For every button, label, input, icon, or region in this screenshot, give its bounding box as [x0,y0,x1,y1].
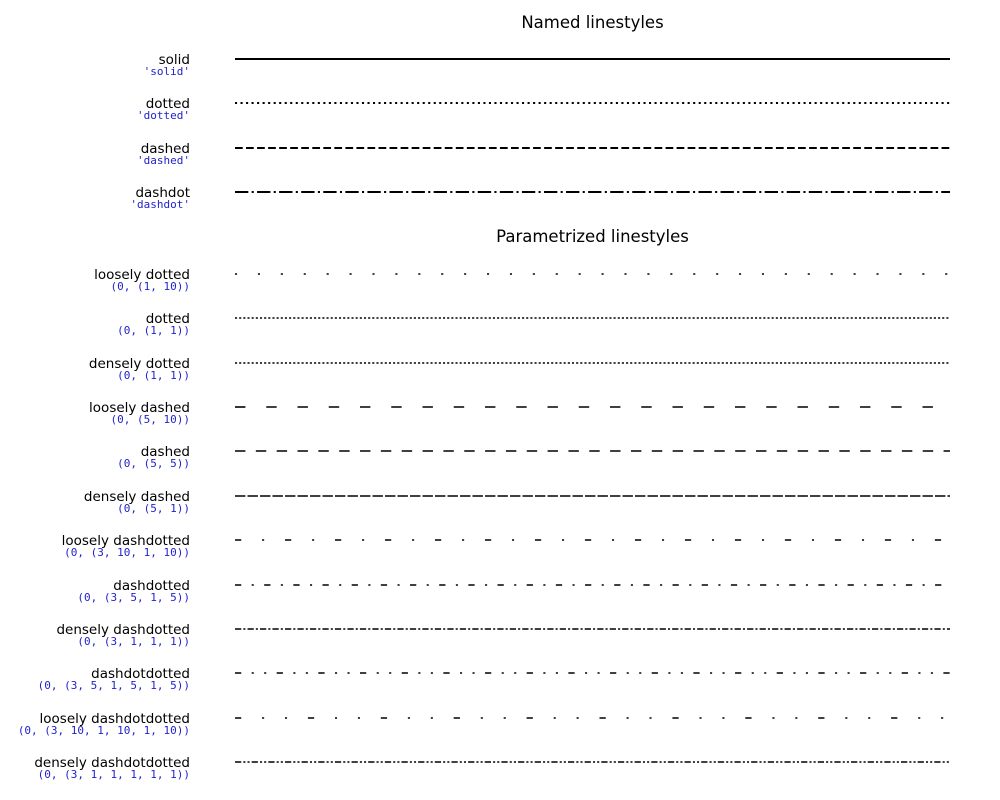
linestyle-code: 'dashdot' [130,197,190,211]
linestyle-code: 'dotted' [137,109,190,123]
section-title-parametrized: Parametrized linestyles [496,227,689,246]
linestyle-name: dashed [140,444,190,461]
linestyle-name: densely dotted [88,355,190,372]
linestyle-line [234,404,952,410]
linestyle-code: (0, (3, 1, 1, 1, 1, 1)) [37,767,190,781]
linestyle-code: 'solid' [143,65,190,78]
linestyle-line [234,189,952,195]
linestyle-code: (0, (3, 5, 1, 5, 1, 5)) [37,679,190,693]
linestyle-name: densely dashdotdotted [34,754,190,771]
linestyle-line [234,715,952,721]
linestyle-code: 'dashed' [137,153,190,167]
linestyle-line [234,670,952,676]
linestyle-code: (0, (3, 10, 1, 10)) [64,546,190,560]
linestyle-line [234,271,952,277]
linestyle-name: dashdotted [113,577,190,594]
linestyle-code: (0, (3, 10, 1, 10, 1, 10)) [17,723,190,737]
linestyle-code: (0, (1, 1)) [117,368,190,382]
linestyle-code: (0, (5, 5)) [117,457,190,471]
linestyle-line [234,493,952,499]
linestyle-name: loosely dashdotdotted [39,710,190,727]
linestyle-name: dotted [145,311,190,328]
linestyle-line [234,145,952,151]
linestyle-line [234,626,952,632]
linestyle-name: dashdotdotted [91,666,190,683]
linestyle-line [234,759,952,765]
linestyle-name: densely dashdotted [56,621,190,638]
linestyle-name: solid [158,52,190,68]
linestyle-line [234,100,952,106]
linestyle-line [234,360,952,366]
linestyle-code: (0, (1, 1)) [117,324,190,338]
linestyle-name: dotted [145,96,190,113]
linestyle-name: loosely dashed [89,400,190,417]
linestyle-code: (0, (5, 10)) [110,413,190,427]
linestyle-name: densely dashed [83,488,190,505]
linestyle-line [234,56,952,62]
linestyle-line [234,448,952,454]
linestyle-name: dashed [140,140,190,157]
linestyle-line [234,537,952,543]
linestyle-line [234,315,952,321]
linestyle-code: (0, (5, 1)) [117,501,190,515]
section-title-named: Named linestyles [521,13,664,32]
linestyle-name: dashdot [135,184,190,201]
linestyle-code: (0, (3, 5, 1, 5)) [77,590,190,604]
linestyle-name: loosely dotted [94,267,190,283]
linestyle-code: (0, (3, 1, 1, 1)) [77,634,190,648]
linestyle-line [234,582,952,588]
linestyle-name: loosely dashdotted [61,533,190,550]
linestyle-code: (0, (1, 10)) [110,280,190,293]
